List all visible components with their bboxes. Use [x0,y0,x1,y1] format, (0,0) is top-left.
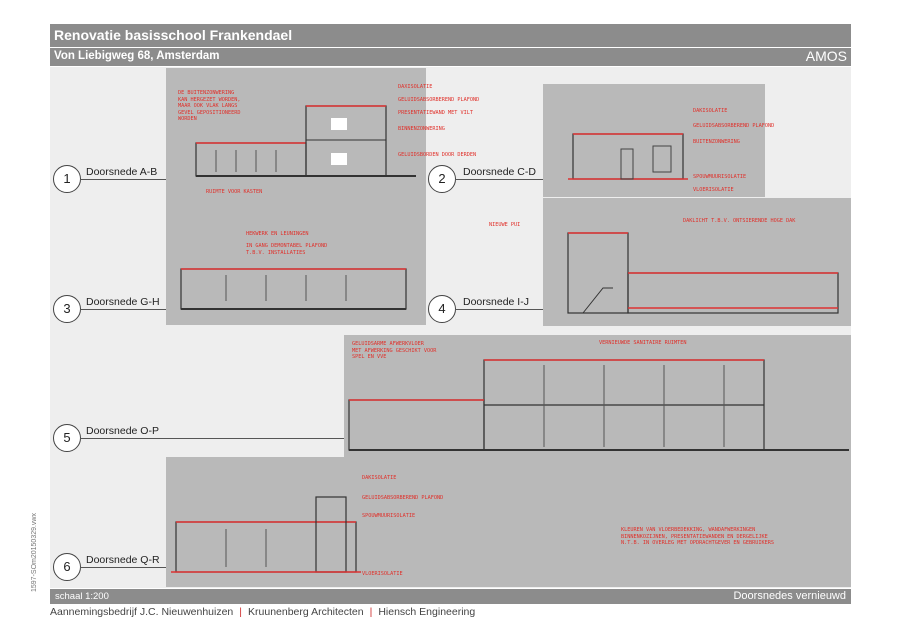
section-drawing-ab [166,68,480,201]
note-ab-1: GELUIDSABSORBEREND PLAFOND [398,97,480,103]
section-drawing-cd [543,84,775,197]
project-title: Renovatie basisschool Frankendael [54,27,293,43]
contractor-3: Hiensch Engineering [378,606,476,618]
separator: | [369,606,373,618]
note-op-1: VERNIEUWDE SANITAIRE RUIMTEN [599,340,687,346]
section-label-cd: Doorsnede C-D [463,166,536,178]
section-number-2: 2 [428,165,456,193]
note-cd-4: VLOERISOLATIE [693,187,734,193]
file-code: 1597-SOm20150329.vwx [31,513,38,592]
contractors-line [50,606,475,618]
sheet-title: Doorsnedes vernieuwd [733,590,846,602]
note-cd-2: BUITENZONWERING [693,139,740,145]
section-number-5: 5 [53,424,81,452]
note-gh-1: IN GANG DEMONTABEL PLAFOND T.B.V. INSTALLATIES [246,243,328,256]
title-bar [50,24,851,47]
section-gh-lines [166,201,426,325]
note-ab-4: GELUIDSBORDEN DOOR DERDEN [398,152,477,158]
section-number-3: 3 [53,295,81,323]
section-label-ab: Doorsnede A-B [86,166,158,178]
leader-line-cd [455,179,543,180]
note-gh-0: HEKWERK EN LEUNINGEN [246,231,309,237]
footer-bar [50,589,851,604]
leader-line-qr [80,567,166,568]
section-drawing-qr [166,457,851,587]
note-qr-4: KLEUREN VAN VLOERBEDEKKING, WANDAFWERKINGEN BINNENKOZIJNEN, PRESENTATIEWANDEN EN DERGELIJKE N.T.B. IN OVERLEG MET OPDRACHTGEVER EN GEBRUIKERS [621,527,775,546]
drawing-sheet [50,67,851,588]
leader-line-gh [80,309,166,310]
section-label-gh: Doorsnede G-H [86,296,160,308]
section-number-6: 6 [53,553,81,581]
brand-name: AMOS [805,48,847,64]
leader-line-op [80,438,344,439]
note-qr-2: SPOUWMUURISOLATIE [362,513,416,519]
contractor-2: Kruunenberg Architecten [248,606,364,618]
note-op-0: GELUIDSARME AFWERKVLOER MET AFWERKING GESCHIKT VOOR SPEL EN VVE [352,341,437,360]
subtitle-bar [50,48,851,66]
note-qr-0: DAKISOLATIE [362,475,397,481]
contractor-1: Aannemingsbedrijf J.C. Nieuwenhuizen [50,606,234,618]
note-ab-5: DE BUITENZONWERING KAN HERGEZET WORDEN, MAAR OOK VLAK LANGS GEVEL GEPOSITIONEERD WORDEN [178,90,241,122]
section-label-ij: Doorsnede I-J [463,296,529,308]
note-cd-1: GELUIDSABSORBEREND PLAFOND [693,123,775,129]
note-qr-1: GELUIDSABSORBEREND PLAFOND [362,495,444,501]
note-ij-1: DAKLICHT T.B.V. ONTSIERENDE HOGE DAK [683,218,796,224]
note-ab-3: BINNENZONWERING [398,126,445,132]
separator: | [239,606,243,618]
note-ab-2: PRESENTATIEWAND MET VILT [398,110,473,116]
note-qr-3: VLOERISOLATIE [362,571,403,577]
scale-label: schaal 1:200 [55,591,109,602]
note-cd-3: SPOUWMUURISOLATIE [693,174,747,180]
leader-line-ab [80,179,166,180]
note-ab-0: DAXISOLATIE [398,84,433,90]
section-ab-lines [166,68,426,201]
leader-line-ij [455,309,543,310]
section-drawing-gh [166,201,426,325]
section-drawing-op [344,335,851,457]
note-cd-0: DAKISOLATIE [693,108,728,114]
section-number-1: 1 [53,165,81,193]
note-ij-0: NIEUWE PUI [489,222,521,228]
project-address: Von Liebigweg 68, Amsterdam [54,50,220,62]
section-label-op: Doorsnede O-P [86,425,159,437]
section-qr-lines [166,457,851,587]
note-ab-6: RUIMTE VOOR KASTEN [206,189,263,195]
section-number-4: 4 [428,295,456,323]
section-label-qr: Doorsnede Q-R [86,554,160,566]
